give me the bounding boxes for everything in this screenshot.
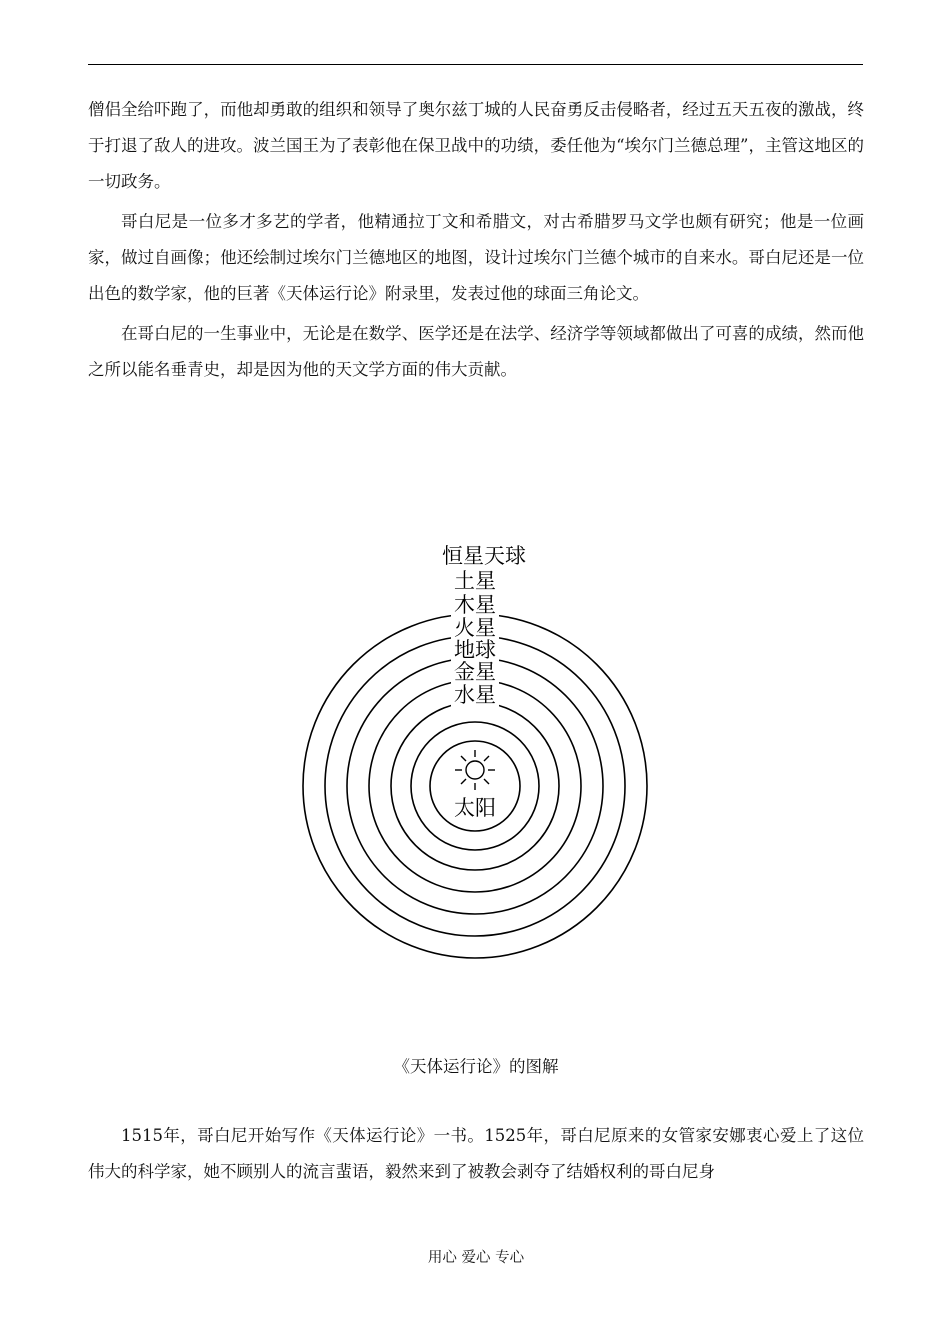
label-fixed-stars: 恒星天球 [442,544,526,568]
label-mercury: 水星 [454,683,496,707]
heliocentric-diagram-svg [275,536,675,996]
label-earth: 地球 [454,638,496,662]
paragraph-4: 1515年，哥白尼开始写作《天体运行论》一书。1525年，哥白尼原来的女管家安娜衷心爱上了这位伟大的科学家，她不顾别人的流言蜚语，毅然来到了被教会剥夺了结婚权利的哥白尼身 [88,1126,864,1181]
paragraph-1: 僧侣全给吓跑了，而他却勇敢的组织和领导了奥尔兹丁城的人民奋勇反击侵略者，经过五天五夜的激战，终于打退了敌人的进攻。波兰国王为了表彰他在保卫战中的功绩，委任他为“埃尔门兰德总理”，主管这地区的一切政务。 [88,100,864,191]
label-saturn: 土星 [454,569,496,593]
body-text [88,92,864,392]
heliocentric-diagram [275,536,675,996]
label-mars: 火星 [454,616,496,640]
label-venus: 金星 [454,660,496,684]
paragraph-2: 哥白尼是一位多才多艺的学者，他精通拉丁文和希腊文，对古希腊罗马文学也颇有研究；他是一位画家，做过自画像；他还绘制过埃尔门兰德地区的地图，设计过埃尔门兰德个城市的自来水。哥白尼还是一位出色的数学家，他的巨著《天体运行论》附录里，发表过他的球面三角论文。 [88,212,864,303]
sun-icon [455,750,495,790]
label-jupiter: 木星 [454,593,496,617]
body-text-continued [88,1118,864,1190]
figure-caption: 《天体运行论》的图解 [393,1057,559,1076]
paragraph-3: 在哥白尼的一生事业中，无论是在数学、医学还是在法学、经济学等领域都做出了可喜的成绩，然而他之所以能名垂青史，却是因为他的天文学方面的伟大贡献。 [88,324,864,379]
page-footer: 用心 爱心 专心 [427,1250,525,1266]
label-sun: 太阳 [454,796,496,820]
header-rule [88,64,863,65]
